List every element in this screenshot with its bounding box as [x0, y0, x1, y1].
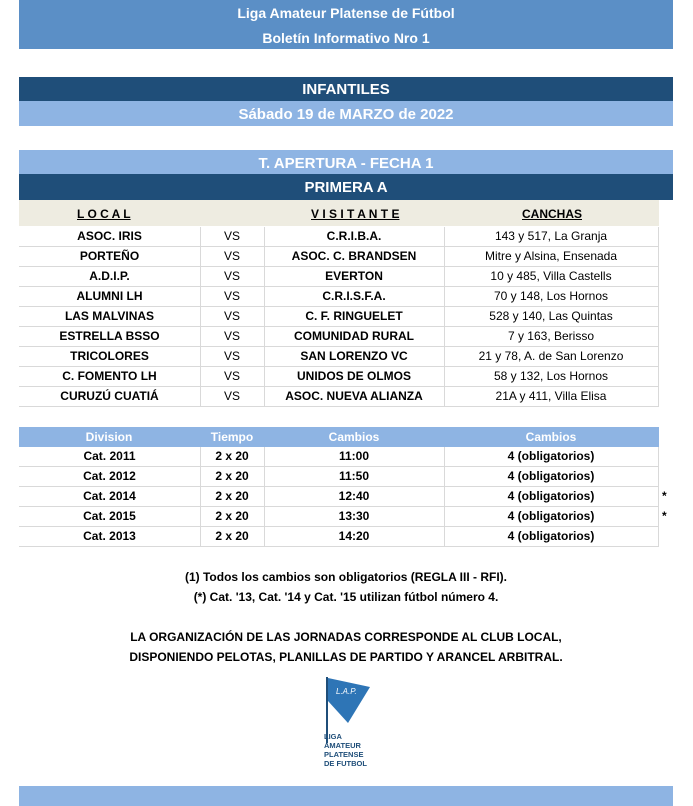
category: Cat. 2013 [83, 529, 136, 543]
visitor-team: C.R.I.B.A. [326, 229, 382, 243]
visitor-team: EVERTON [325, 269, 383, 283]
league-title: Liga Amateur Platense de Fútbol [19, 0, 673, 24]
local-team: LAS MALVINAS [64, 309, 155, 323]
note-1: (1) Todos los cambios son obligatorios (REGLA III - RFI). [184, 570, 507, 584]
venue: 143 y 517, La Granja [494, 229, 608, 243]
table-row [19, 327, 659, 347]
time: 2 x 20 [215, 489, 249, 503]
venue: 528 y 140, Las Quintas [489, 309, 613, 323]
substitutions: 4 (obligatorios) [507, 509, 595, 523]
section-title: INFANTILES [19, 77, 673, 101]
visitor-team: COMUNIDAD RURAL [294, 329, 414, 343]
kickoff: 11:00 [338, 449, 370, 463]
kickoff: 14:20 [338, 529, 370, 543]
tournament-fecha: T. APERTURA - FECHA 1 [19, 150, 673, 174]
venue: 21A y 411, Villa Elisa [495, 389, 607, 403]
visitor-team: SAN LORENZO VC [300, 349, 408, 363]
vs-label: VS [223, 349, 240, 363]
venue: 70 y 148, Los Hornos [493, 289, 609, 303]
table-row [19, 527, 659, 547]
vs-label: VS [223, 329, 240, 343]
local-team: PORTEÑO [79, 249, 140, 263]
fixtures-header [19, 200, 659, 226]
substitutions: 4 (obligatorios) [507, 529, 595, 543]
visitor-team: ASOC. C. BRANDSEN [291, 249, 417, 263]
footnote-mark: * [662, 489, 667, 503]
league-logo [318, 675, 378, 783]
footnote-mark: * [662, 509, 667, 523]
logo-line-3: PLATENSE [324, 750, 364, 759]
visitor-team: C. F. RINGUELET [305, 309, 403, 323]
vs-label: VS [223, 309, 240, 323]
local-team: C. FOMENTO LH [62, 369, 157, 383]
table-row [19, 487, 667, 507]
categories-header [19, 427, 659, 447]
time: 2 x 20 [215, 469, 249, 483]
table-row [19, 287, 659, 307]
time: 2 x 20 [215, 509, 249, 523]
kickoff: 12:40 [338, 489, 370, 503]
category: Cat. 2011 [83, 449, 136, 463]
category: Cat. 2014 [83, 489, 136, 503]
col-cambios-2: Cambios [525, 430, 577, 444]
category: Cat. 2015 [83, 509, 136, 523]
table-row [19, 447, 659, 467]
category: Cat. 2012 [83, 469, 136, 483]
local-team: ASOC. IRIS [77, 229, 142, 243]
table-row [19, 367, 659, 387]
logo-line-2: AMATEUR [324, 741, 361, 750]
vs-label: VS [223, 369, 240, 383]
venue: 10 y 485, Villa Castells [490, 269, 612, 283]
local-team: ESTRELLA BSSO [59, 329, 160, 343]
local-team: A.D.I.P. [89, 269, 130, 283]
substitutions: 4 (obligatorios) [507, 449, 595, 463]
visitor-team: C.R.I.S.F.A. [322, 289, 386, 303]
visitor-team: ASOC. NUEVA ALIANZA [285, 389, 423, 403]
local-team: ALUMNI LH [76, 289, 143, 303]
visitor-team: UNIDOS DE OLMOS [296, 369, 411, 383]
table-row [19, 467, 659, 487]
local-team: TRICOLORES [70, 349, 149, 363]
table-row [19, 347, 659, 367]
table-row [19, 247, 659, 267]
kickoff: 11:50 [338, 469, 370, 483]
tournament-division: PRIMERA A [19, 174, 673, 200]
organization-line-1: LA ORGANIZACIÓN DE LAS JORNADAS CORRESPONDE AL CLUB LOCAL, [130, 630, 562, 644]
col-canchas: CANCHAS [522, 207, 582, 221]
logo-line-1: LIGA [324, 732, 342, 741]
venue: 21 y 78, A. de San Lorenzo [478, 349, 624, 363]
logo-line-4: DE FUTBOL [324, 759, 367, 768]
venue: Mitre y Alsina, Ensenada [484, 249, 618, 263]
vs-label: VS [223, 289, 240, 303]
vs-label: VS [223, 389, 240, 403]
substitutions: 4 (obligatorios) [507, 489, 595, 503]
col-division: Division [85, 430, 133, 444]
vs-label: VS [223, 229, 240, 243]
organization-line-2: DISPONIENDO PELOTAS, PLANILLAS DE PARTIDO Y ARANCEL ARBITRAL. [129, 650, 563, 664]
note-2: (*) Cat. '13, Cat. '14 y Cat. '15 utilizan fútbol número 4. [193, 590, 499, 604]
col-tiempo: Tiempo [210, 430, 254, 444]
categories-table [19, 447, 667, 547]
table-row [19, 227, 659, 247]
local-team: CURUZÚ CUATIÁ [60, 389, 159, 403]
table-row [19, 267, 659, 287]
table-row [19, 307, 659, 327]
vs-label: VS [223, 269, 240, 283]
table-row [19, 507, 667, 527]
time: 2 x 20 [215, 529, 249, 543]
col-visitante: V I S I T A N T E [311, 207, 400, 221]
venue: 58 y 132, Los Hornos [493, 369, 609, 383]
section-date: Sábado 19 de MARZO de 2022 [19, 101, 673, 126]
substitutions: 4 (obligatorios) [507, 469, 595, 483]
footer-band [19, 786, 673, 806]
bulletin-title: Boletín Informativo Nro 1 [19, 24, 673, 49]
col-local: L O C A L [77, 207, 131, 221]
col-cambios: Cambios [328, 430, 380, 444]
venue: 7 y 163, Berisso [507, 329, 595, 343]
table-row [19, 387, 659, 407]
fixtures-table [19, 227, 659, 407]
flag-text: L.A.P. [336, 687, 357, 696]
vs-label: VS [223, 249, 240, 263]
kickoff: 13:30 [338, 509, 370, 523]
time: 2 x 20 [215, 449, 249, 463]
